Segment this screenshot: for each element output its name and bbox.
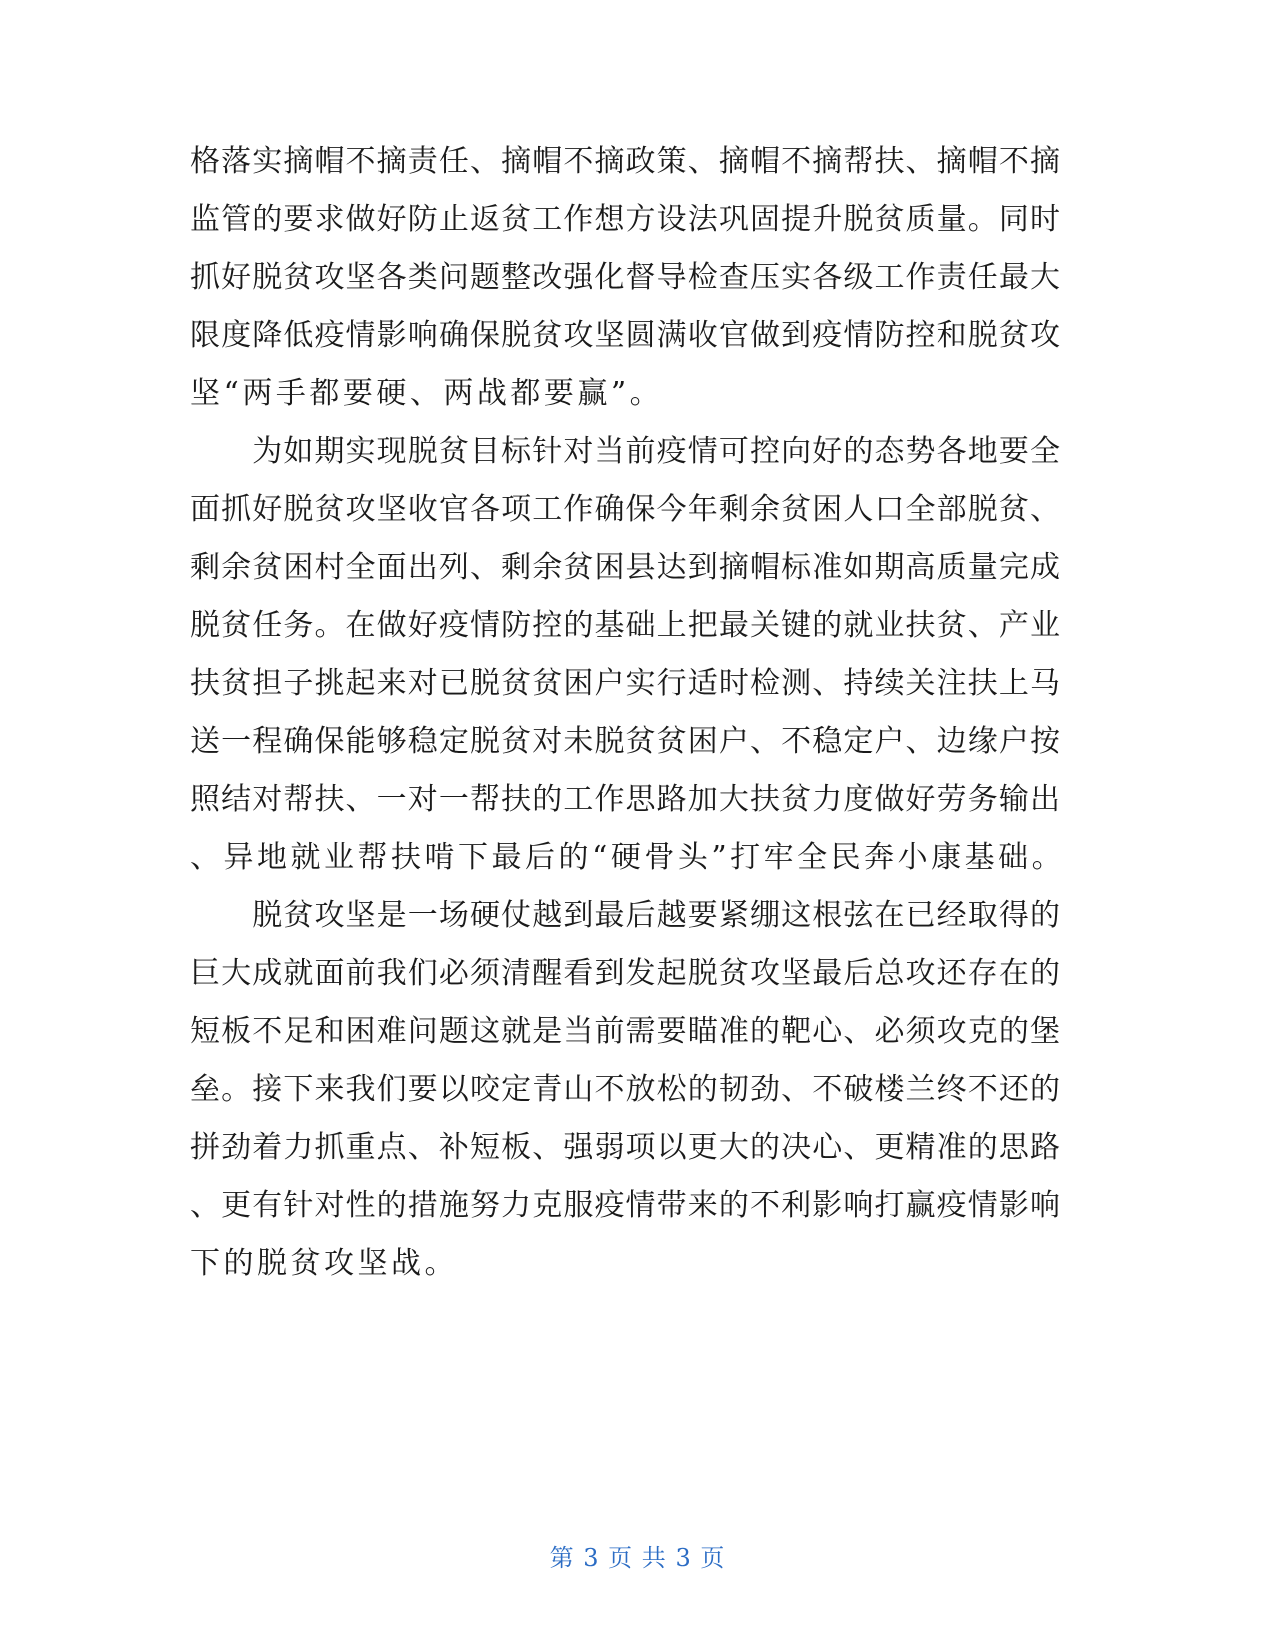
text-line: 限度降低疫情影响确保脱贫攻坚圆满收官做到疫情防控和脱贫攻 [190, 318, 1060, 353]
text-line: 脱贫任务。在做好疫情防控的基础上把最关键的就业扶贫、产业 [190, 608, 1060, 643]
text-line: 巨大成就面前我们必须清醒看到发起脱贫攻坚最后总攻还存在的 [190, 956, 1060, 991]
text-line: 垒。接下来我们要以咬定青山不放松的韧劲、不破楼兰终不还的 [190, 1072, 1060, 1107]
text-line: 送一程确保能够稳定脱贫对未脱贫贫困户、不稳定户、边缘户按 [190, 724, 1060, 759]
text-line: 、异地就业帮扶啃下最后的“硬骨头”打牢全民奔小康基础。 [190, 840, 1066, 875]
text-line: 下的脱贫攻坚战。 [190, 1246, 458, 1281]
page-number-footer: 第 3 页 共 3 页 [549, 1544, 726, 1572]
text-line: 坚“两手都要硬、两战都要赢”。 [190, 376, 664, 411]
text-line: 拼劲着力抓重点、补短板、强弱项以更大的决心、更精准的思路 [190, 1130, 1060, 1165]
text-line: 剩余贫困村全面出列、剩余贫困县达到摘帽标准如期高质量完成 [190, 550, 1060, 585]
text-line: 面抓好脱贫攻坚收官各项工作确保今年剩余贫困人口全部脱贫、 [190, 492, 1060, 527]
text-line: 监管的要求做好防止返贫工作想方设法巩固提升脱贫质量。同时 [190, 202, 1060, 237]
text-line: 格落实摘帽不摘责任、摘帽不摘政策、摘帽不摘帮扶、摘帽不摘 [190, 144, 1060, 179]
text-line: 脱贫攻坚是一场硬仗越到最后越要紧绷这根弦在已经取得的 [190, 898, 1060, 933]
text-line: 照结对帮扶、一对一帮扶的工作思路加大扶贫力度做好劳务输出 [190, 782, 1060, 817]
text-line: 为如期实现脱贫目标针对当前疫情可控向好的态势各地要全 [190, 434, 1060, 469]
text-line: 抓好脱贫攻坚各类问题整改强化督导检查压实各级工作责任最大 [190, 260, 1060, 295]
text-line: 、更有针对性的措施努力克服疫情带来的不利影响打赢疫情影响 [190, 1188, 1060, 1223]
text-line: 扶贫担子挑起来对已脱贫贫困户实行适时检测、持续关注扶上马 [190, 666, 1060, 701]
text-line: 短板不足和困难问题这就是当前需要瞄准的靶心、必须攻克的堡 [190, 1014, 1060, 1049]
